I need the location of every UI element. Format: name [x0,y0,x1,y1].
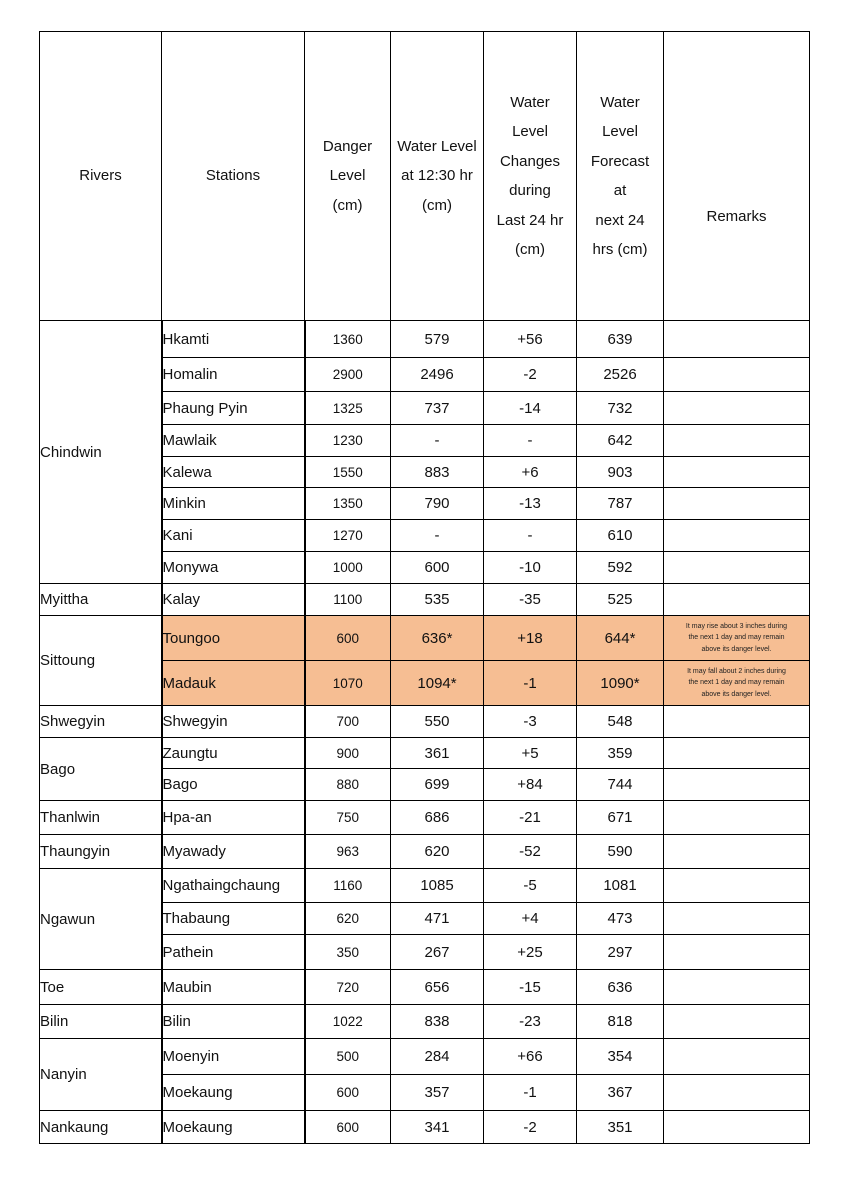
danger-level-cell: 1360 [305,321,391,358]
change-cell: -52 [484,835,577,869]
change-cell: +25 [484,935,577,970]
station-name: Monywa [162,552,305,584]
forecast-cell: 644* [577,616,664,661]
table-row [40,616,810,661]
water-level-cell: 883 [391,457,484,488]
water-level-cell: 361 [391,738,484,769]
header-forecast-line: Forecast [590,152,650,170]
change-cell: -2 [484,1111,577,1144]
remarks-cell [664,1005,810,1039]
header-remarks: Remarks [664,32,810,321]
remark-line: It may rise about 3 inches during [685,622,788,630]
water-level-cell: 535 [391,584,484,616]
danger-level-cell: 900 [305,738,391,769]
remark-line: It may fall about 2 inches during [687,667,786,675]
change-cell: +66 [484,1039,577,1075]
station-name: Bago [162,769,305,801]
forecast-cell: 473 [577,903,664,935]
change-cell: +4 [484,903,577,935]
header-danger-level-line: Level [329,167,366,185]
river-name: Shwegyin [40,706,162,738]
table-row [40,321,810,358]
danger-level-cell: 600 [305,616,391,661]
remarks-cell [664,935,810,970]
danger-level-cell: 620 [305,903,391,935]
water-level-cell: 838 [391,1005,484,1039]
change-cell: -1 [484,661,577,706]
forecast-cell: 744 [577,769,664,801]
river-name: Sittoung [40,616,162,706]
forecast-cell: 1090* [577,661,664,706]
table-row [40,835,810,869]
river-name: Myittha [40,584,162,616]
danger-level-cell: 880 [305,769,391,801]
forecast-cell: 787 [577,488,664,520]
change-cell: -15 [484,970,577,1005]
river-name: Bilin [40,1005,162,1039]
water-level-cell: 579 [391,321,484,358]
water-level-cell: 1085 [391,869,484,903]
river-name: Nanyin [40,1039,162,1111]
remarks-cell [664,584,810,616]
remarks-cell [664,321,810,358]
forecast-cell: 351 [577,1111,664,1144]
change-cell: -35 [484,584,577,616]
table-row [40,738,810,769]
header-water-level-line: at 12:30 hr [401,167,473,185]
station-name: Ngathaingchaung [162,869,305,903]
water-level-cell: 284 [391,1039,484,1075]
remarks-cell [664,1039,810,1075]
station-name: Bilin [162,1005,305,1039]
remarks-cell [664,552,810,584]
forecast-cell: 525 [577,584,664,616]
change-cell: +18 [484,616,577,661]
water-level-cell: - [391,520,484,552]
remarks-cell [664,1111,810,1144]
change-cell: - [484,520,577,552]
change-cell: -5 [484,869,577,903]
danger-level-cell: 1070 [305,661,391,706]
change-cell: -21 [484,801,577,835]
water-level-cell: 1094* [391,661,484,706]
header-row [40,32,810,321]
station-name: Kani [162,520,305,552]
remarks-cell [664,869,810,903]
danger-level-cell: 1270 [305,520,391,552]
change-cell: - [484,425,577,457]
remarks-cell [664,457,810,488]
station-name: Mawlaik [162,425,305,457]
forecast-cell: 592 [577,552,664,584]
forecast-cell: 639 [577,321,664,358]
water-level-cell: 737 [391,392,484,425]
remark-line: above its danger level. [701,645,772,653]
change-cell: -23 [484,1005,577,1039]
remarks-cell [664,769,810,801]
river-name: Chindwin [40,321,162,584]
station-name: Homalin [162,358,305,392]
header-water-level-line: Water Level [397,137,477,155]
header-changes-line: (cm) [515,241,545,258]
water-level-cell: 636* [391,616,484,661]
station-name: Minkin [162,488,305,520]
danger-level-cell: 720 [305,970,391,1005]
danger-level-cell: 1100 [305,584,391,616]
river-name: Thaungyin [40,835,162,869]
forecast-cell: 636 [577,970,664,1005]
remark-line: the next 1 day and may remain [688,679,785,687]
header-changes-line: Water [510,93,550,111]
station-name: Kalay [162,584,305,616]
station-name: Madauk [162,661,305,706]
header-changes-line: Changes [499,152,561,170]
forecast-cell: 903 [577,457,664,488]
table-row [40,1005,810,1039]
water-level-cell: 600 [391,552,484,584]
water-level-table [39,31,810,1144]
station-name: Phaung Pyin [162,392,305,425]
header-changes-line: during [509,182,551,199]
forecast-cell: 297 [577,935,664,970]
forecast-cell: 610 [577,520,664,552]
forecast-cell: 642 [577,425,664,457]
table-row [40,1111,810,1144]
remarks-cell [664,488,810,520]
water-level-cell: 550 [391,706,484,738]
table-row [40,706,810,738]
station-name: Thabaung [162,903,305,935]
forecast-cell: 671 [577,801,664,835]
change-cell: +84 [484,769,577,801]
station-name: Zaungtu [162,738,305,769]
station-name: Maubin [162,970,305,1005]
remarks-cell [664,358,810,392]
water-level-cell: 686 [391,801,484,835]
header-rivers: Rivers [40,32,162,321]
danger-level-cell: 600 [305,1075,391,1111]
water-level-cell: 2496 [391,358,484,392]
station-name: Moekaung [162,1111,305,1144]
danger-level-cell: 350 [305,935,391,970]
station-name: Hkamti [162,321,305,358]
water-level-cell: 471 [391,903,484,935]
water-level-cell: 620 [391,835,484,869]
water-level-cell: 341 [391,1111,484,1144]
water-level-cell: 357 [391,1075,484,1111]
forecast-cell: 367 [577,1075,664,1111]
station-name: Toungoo [162,616,305,661]
header-forecast-line: Level [602,123,638,140]
header-forecast-line: next 24 [595,211,645,229]
danger-level-cell: 700 [305,706,391,738]
remarks-cell [664,970,810,1005]
danger-level-cell: 1350 [305,488,391,520]
change-cell: -1 [484,1075,577,1111]
table-row [40,970,810,1005]
river-name: Thanlwin [40,801,162,835]
water-level-cell: 656 [391,970,484,1005]
header-changes [484,32,577,321]
table-row [40,801,810,835]
forecast-cell: 732 [577,392,664,425]
remark-line: above its danger level. [701,690,772,698]
header-danger-level-line: (cm) [332,196,363,214]
remarks-cell [664,738,810,769]
change-cell: +6 [484,457,577,488]
danger-level-cell: 1000 [305,552,391,584]
water-level-cell: 699 [391,769,484,801]
remarks-cell [664,425,810,457]
danger-level-cell: 1230 [305,425,391,457]
header-water-level-line: (cm) [422,196,452,214]
danger-level-cell: 750 [305,801,391,835]
header-changes-line: Last 24 hr [496,211,564,229]
station-name: Moenyin [162,1039,305,1075]
danger-level-cell: 1160 [305,869,391,903]
header-forecast [577,32,664,321]
header-water-level [391,32,484,321]
water-level-cell: 267 [391,935,484,970]
remarks-cell [664,616,810,661]
remark-line: the next 1 day and may remain [688,634,785,642]
remarks-cell [664,1075,810,1111]
danger-level-cell: 1325 [305,392,391,425]
station-name: Myawady [162,835,305,869]
remarks-cell [664,706,810,738]
forecast-cell: 1081 [577,869,664,903]
forecast-cell: 818 [577,1005,664,1039]
change-cell: -2 [484,358,577,392]
danger-level-cell: 2900 [305,358,391,392]
station-name: Moekaung [162,1075,305,1111]
table-row [40,869,810,903]
change-cell: -3 [484,706,577,738]
danger-level-cell: 600 [305,1111,391,1144]
station-name: Pathein [162,935,305,970]
header-forecast-line: Water [600,93,640,111]
change-cell: -13 [484,488,577,520]
forecast-cell: 548 [577,706,664,738]
change-cell: -10 [484,552,577,584]
water-level-cell: 790 [391,488,484,520]
header-forecast-line: at [613,182,627,199]
header-stations: Stations [162,32,305,321]
forecast-cell: 359 [577,738,664,769]
header-danger-level-line: Danger [322,137,373,155]
forecast-cell: 354 [577,1039,664,1075]
header-changes-line: Level [512,123,548,140]
river-name: Bago [40,738,162,801]
remarks-cell [664,903,810,935]
danger-level-cell: 963 [305,835,391,869]
change-cell: +56 [484,321,577,358]
danger-level-cell: 500 [305,1039,391,1075]
river-name: Toe [40,970,162,1005]
table-row [40,1039,810,1075]
remarks-cell [664,392,810,425]
table-row [40,584,810,616]
remarks-cell [664,835,810,869]
change-cell: -14 [484,392,577,425]
remarks-cell [664,801,810,835]
river-name: Nankaung [40,1111,162,1144]
header-forecast-line: hrs (cm) [592,241,648,258]
station-name: Hpa-an [162,801,305,835]
water-level-cell: - [391,425,484,457]
danger-level-cell: 1550 [305,457,391,488]
station-name: Kalewa [162,457,305,488]
remarks-cell [664,520,810,552]
danger-level-cell: 1022 [305,1005,391,1039]
river-name: Ngawun [40,869,162,970]
header-danger-level [305,32,391,321]
table-body [40,321,810,1144]
change-cell: +5 [484,738,577,769]
remarks-cell [664,661,810,706]
forecast-cell: 2526 [577,358,664,392]
station-name: Shwegyin [162,706,305,738]
forecast-cell: 590 [577,835,664,869]
